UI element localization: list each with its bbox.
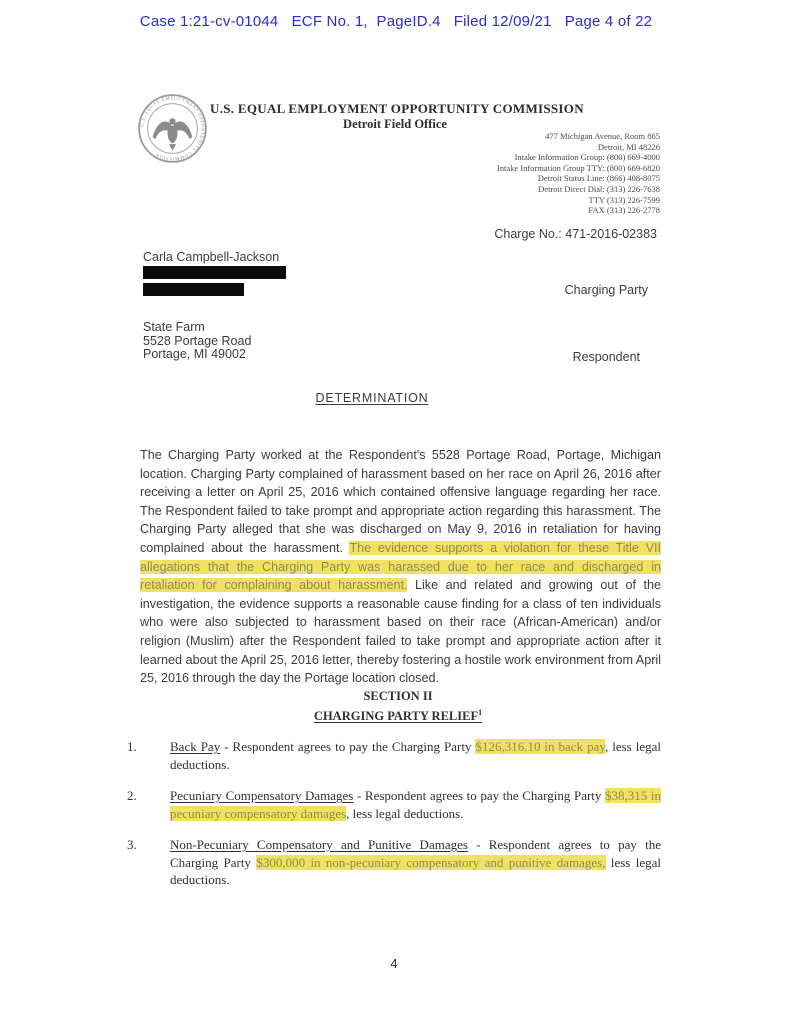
respondent-address-line: State Farm	[143, 320, 205, 334]
paragraph-text: Like and related and growing out of the investigation, the evidence supports a reasonable cause finding for a class of ten individuals who were also subjected to harassment based on their race (African-American) and/or religion (Muslim) after the Respondent failed to take prompt and appropriate action after it learned about the April 25, 2016 letter, thereby fostering a hostile work environment from April 25, 2016 through the day the Portage location closed.	[140, 578, 661, 686]
section-subtitle: CHARGING PARTY RELIEF$^1$	[313, 707, 483, 723]
relief-item-label: Pecuniary Compensatory Damages	[170, 788, 354, 803]
relief-item-text: Non-Pecuniary Compensatory and Punitive Damages - Respondent agrees to pay the Charging Party $300,000 in non-pecuniary compensatory and punitive damages, less legal deductions.	[170, 837, 661, 887]
respondent-address-line: Portage, MI 49002	[143, 347, 246, 362]
relief-item-number: 2.	[127, 788, 137, 803]
relief-item-back-pay	[127, 738, 661, 773]
relief-item-label: Non-Pecuniary Compensatory and Punitive Damages	[170, 837, 468, 852]
section-heading	[314, 689, 482, 724]
respondent-label: Respondent	[572, 350, 640, 364]
office-address-block	[497, 131, 660, 216]
relief-item-highlight: $38,315 in pecuniary compensatory damages	[170, 788, 661, 821]
respondent-address-line: 5528 Portage Road	[143, 333, 252, 348]
eeoc-seal-icon	[136, 93, 209, 164]
charge-number: Charge No.: 471-2016-02383	[494, 227, 657, 241]
agency-name: U.S. EQUAL EMPLOYMENT OPPORTUNITY COMMISSION	[210, 101, 584, 116]
charging-party-name: Carla Campbell-Jackson	[143, 250, 280, 264]
highlighted-finding-text: The evidence supports a violation for these Title VII allegations that the Charging Party was harassed due to her race and discharged in retaliation for complaining about harassment.	[140, 540, 661, 593]
relief-item-number: 3.	[127, 837, 137, 852]
relief-item-punitive-damages	[127, 836, 661, 889]
relief-item-number: 1.	[127, 739, 137, 754]
paragraph-text: The Charging Party worked at the Respondent's 5528 Portage Road, Portage, Michigan location. Charging Party complained of harassment based on her race on April 26, 2016 after receiving a letter on April 25, 2016 which contained offensive language regarding her race. The Respondent failed to take prompt and appropriate action regarding this harassment. The Charging Party alleged that she was discharged on May 9, 2016 in retaliation for having complained about the harassment.	[140, 448, 661, 555]
relief-item-highlight: $126,316.10 in back pay	[475, 739, 605, 754]
address-line: 477 Michigan Avenue, Room 865	[545, 131, 660, 141]
field-office-name: Detroit Field Office	[343, 117, 447, 131]
address-line: Detroit, MI 48226	[597, 141, 660, 152]
page-number: 4	[390, 956, 398, 971]
section-title: SECTION II	[363, 689, 433, 703]
court-filing-header: Case 1:21-cv-01044 ECF No. 1, PageID.4 Filed 12/09/21 Page 4 of 22	[139, 13, 653, 30]
redaction-bar	[143, 283, 244, 296]
eagle-emblem-icon	[153, 118, 193, 150]
redaction-bar	[143, 266, 286, 279]
determination-heading: DETERMINATION	[315, 391, 429, 405]
address-line: FAX (313) 226-2778	[588, 205, 660, 216]
address-line: Detroit Direct Dial: (313) 226-7638	[538, 183, 660, 194]
determination-paragraph	[140, 446, 661, 688]
charging-party-label: Charging Party	[564, 283, 648, 297]
seal-ring-text: U.S. EQUAL EMPLOYMENT OPPORTUNITY COMMISSION	[139, 95, 206, 162]
relief-item-text: Pecuniary Compensatory Damages - Respondent agrees to pay the Charging Party $38,315 in pecuniary compensatory damages, less legal deductions.	[170, 788, 661, 821]
address-line: Intake Information Group: (800) 669-4000	[514, 152, 660, 163]
address-line: TTY (313) 226-7599	[588, 194, 660, 205]
relief-item-text: Back Pay - Respondent agrees to pay the Charging Party $126,316.10 in back pay, less legal deductions.	[170, 739, 662, 772]
address-line: Detroit Status Line: (866) 408-8075	[537, 173, 660, 184]
footnote-marker: 1	[478, 707, 483, 717]
relief-item-pecuniary-damages	[127, 787, 661, 822]
relief-item-highlight: $300,000 in non-pecuniary compensatory and punitive damages,	[256, 854, 606, 870]
address-line: Intake Information Group TTY: (800) 669-6820	[496, 162, 660, 173]
relief-item-label: Back Pay	[170, 739, 221, 754]
respondent-address-block	[143, 321, 251, 362]
